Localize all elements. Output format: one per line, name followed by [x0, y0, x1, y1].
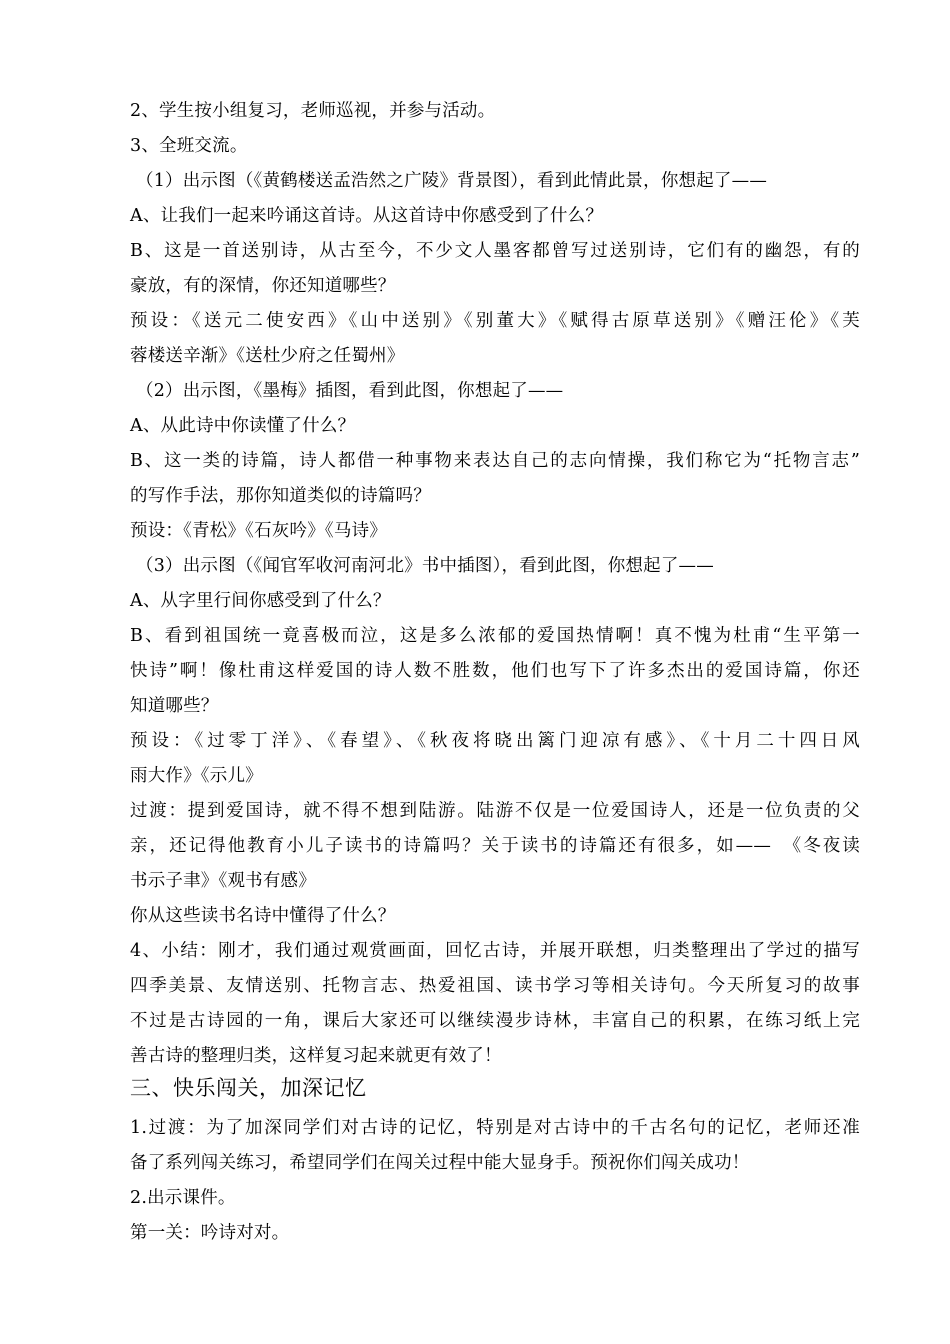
text-line: B、看到祖国统一竟喜极而泣，这是多么浓郁的爱国热情啊！真不愧为杜甫“生平第一	[130, 626, 860, 646]
text-line: B、这一类的诗篇，诗人都借一种事物来表达自己的志向情操，我们称它为“托物言志”	[130, 451, 860, 471]
text-line: 4、小结：刚才，我们通过观赏画面，回忆古诗，并展开联想，归类整理出了学过的描写	[130, 941, 860, 961]
text-line: B、这是一首送别诗，从古至今，不少文人墨客都曾写过送别诗，它们有的幽怨，有的	[130, 241, 860, 261]
text-line: A、让我们一起来吟诵这首诗。从这首诗中你感受到了什么？	[130, 206, 604, 226]
text-line: 1.过渡：为了加深同学们对古诗的记忆，特别是对古诗中的千古名句的记忆，老师还准	[130, 1118, 860, 1138]
text-line: （3）出示图（《闻官军收河南河北》书中插图），看到此图，你想起了——	[136, 556, 714, 576]
text-line: 备了系列闯关练习，希望同学们在闯关过程中能大显身手。预祝你们闯关成功！	[130, 1153, 750, 1173]
text-line: 书示子聿》《观书有感》	[130, 871, 316, 891]
text-line: （1）出示图（《黄鹤楼送孟浩然之广陵》背景图），看到此情此景，你想起了——	[136, 171, 768, 191]
text-line: 第一关：吟诗对对。	[130, 1223, 290, 1243]
text-line: 3、全班交流。	[130, 136, 248, 156]
text-line: 四季美景、友情送别、托物言志、热爱祖国、读书学习等相关诗句。今天所复习的故事	[130, 976, 860, 996]
text-line: 雨大作》《示儿》	[130, 766, 263, 786]
text-line: A、从此诗中你读懂了什么？	[130, 416, 356, 436]
text-line: 2.出示课件。	[130, 1188, 236, 1208]
text-line: 2、学生按小组复习，老师巡视，并参与活动。	[130, 101, 496, 121]
text-line: 你从这些读书名诗中懂得了什么？	[130, 906, 396, 926]
section-heading: 三、快乐闯关，加深记忆	[130, 1076, 367, 1100]
text-line: 知道哪些？	[130, 696, 219, 716]
text-line: 不过是古诗园的一角，课后大家还可以继续漫步诗林，丰富自己的积累，在练习纸上完	[130, 1011, 860, 1031]
text-line: 豪放，有的深情，你还知道哪些？	[130, 276, 396, 296]
text-line: 过渡：提到爱国诗，就不得不想到陆游。陆游不仅是一位爱国诗人，还是一位负责的父	[130, 801, 860, 821]
text-line: 的写作手法，那你知道类似的诗篇吗？	[130, 486, 431, 506]
text-line: A、从字里行间你感受到了什么？	[130, 591, 391, 611]
text-line: 蓉楼送辛渐》《送杜少府之任蜀州》	[130, 346, 405, 366]
text-line: 善古诗的整理归类，这样复习起来就更有效了！	[130, 1046, 502, 1066]
text-line: （2）出示图，《墨梅》插图，看到此图，你想起了——	[136, 381, 564, 401]
text-line: 快诗”啊！像杜甫这样爱国的诗人数不胜数，他们也写下了许多杰出的爱国诗篇，你还	[130, 661, 860, 681]
text-line: 预设：《青松》《石灰吟》《马诗》	[130, 521, 387, 541]
text-line: 预设：《过零丁洋》、《春望》、《秋夜将晓出篱门迎凉有感》、《十月二十四日风	[130, 731, 860, 751]
text-line: 预设：《送元二使安西》《山中送别》《别董大》《赋得古原草送别》《赠汪伦》《芙	[130, 311, 860, 331]
text-line: 亲，还记得他教育小儿子读书的诗篇吗？关于读书的诗篇还有很多，如—— 《冬夜读	[130, 836, 860, 856]
